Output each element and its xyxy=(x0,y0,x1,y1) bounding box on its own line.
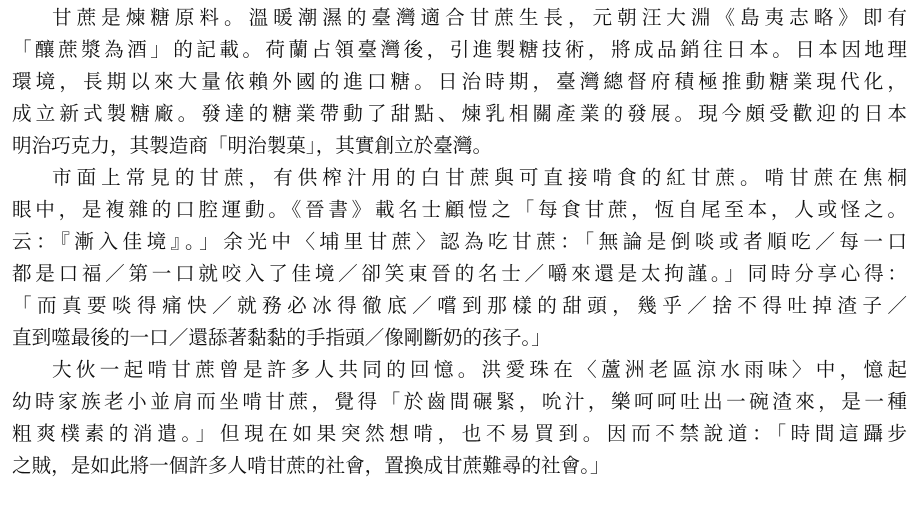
paragraph-2-line-6: 直到噬最後的一口／還舔著黏黏的手指頭／像剛斷奶的孩子。」 xyxy=(12,326,551,349)
paragraph-3-line-1: 大伙一起啃甘蔗曾是許多人共同的回憶。洪愛珠在〈蘆洲老區涼水雨味〉中，憶起 xyxy=(52,358,907,381)
paragraph-2-line-2: 眼中，是複雜的口腔運動。《晉書》載名士顧愷之「每食甘蔗，恆自尾至本，人或怪之。 xyxy=(12,198,907,221)
paragraph-2-line-5: 「而真要啖得痛快／就務必冰得徹底／嚐到那樣的甜頭，幾乎／捨不得吐掉渣子／ xyxy=(12,294,907,317)
paragraph-3-line-4: 之賊，是如此將一個許多人啃甘蔗的社會，置換成甘蔗難尋的社會。」 xyxy=(12,454,610,477)
paragraph-3-line-3: 粗爽樸素的消遣。」但現在如果突然想啃，也不易買到。因而不禁說道：「時間這躡步 xyxy=(12,422,907,445)
paragraph-1-line-2: 「釀蔗漿為酒」的記載。荷蘭占領臺灣後，引進製糖技術，將成品銷往日本。日本因地理 xyxy=(12,38,907,61)
paragraph-2-line-3: 云：『漸入佳境』。」余光中〈埔里甘蔗〉認為吃甘蔗：「無論是倒啖或者順吃／每一口 xyxy=(12,230,907,253)
paragraph-2-line-4: 都是口福／第一口就咬入了佳境／卻笑東晉的名士／嚼來還是太拘謹。」同時分享心得： xyxy=(12,262,907,285)
paragraph-1-line-5: 明治巧克力，其製造商「明治製菓」，其實創立於臺灣。 xyxy=(12,134,493,157)
paragraph-1-line-4: 成立新式製糖廠。發達的糖業帶動了甜點、煉乳相關產業的發展。現今頗受歡迎的日本 xyxy=(12,102,907,125)
paragraph-2-line-1: 市面上常見的甘蔗，有供榨汁用的白甘蔗與可直接啃食的紅甘蔗。啃甘蔗在焦桐 xyxy=(52,166,907,189)
paragraph-3-line-2: 幼時家族老小並肩而坐啃甘蔗，覺得「於齒間碾緊，吮汁，樂呵呵吐出一碗渣來，是一種 xyxy=(12,390,907,413)
paragraph-1-line-3: 環境，長期以來大量依賴外國的進口糖。日治時期，臺灣總督府積極推動糖業現代化， xyxy=(12,70,907,93)
paragraph-1-line-1: 甘蔗是煉糖原料。溫暖潮濕的臺灣適合甘蔗生長，元朝汪大淵《島夷志略》即有 xyxy=(52,6,907,29)
